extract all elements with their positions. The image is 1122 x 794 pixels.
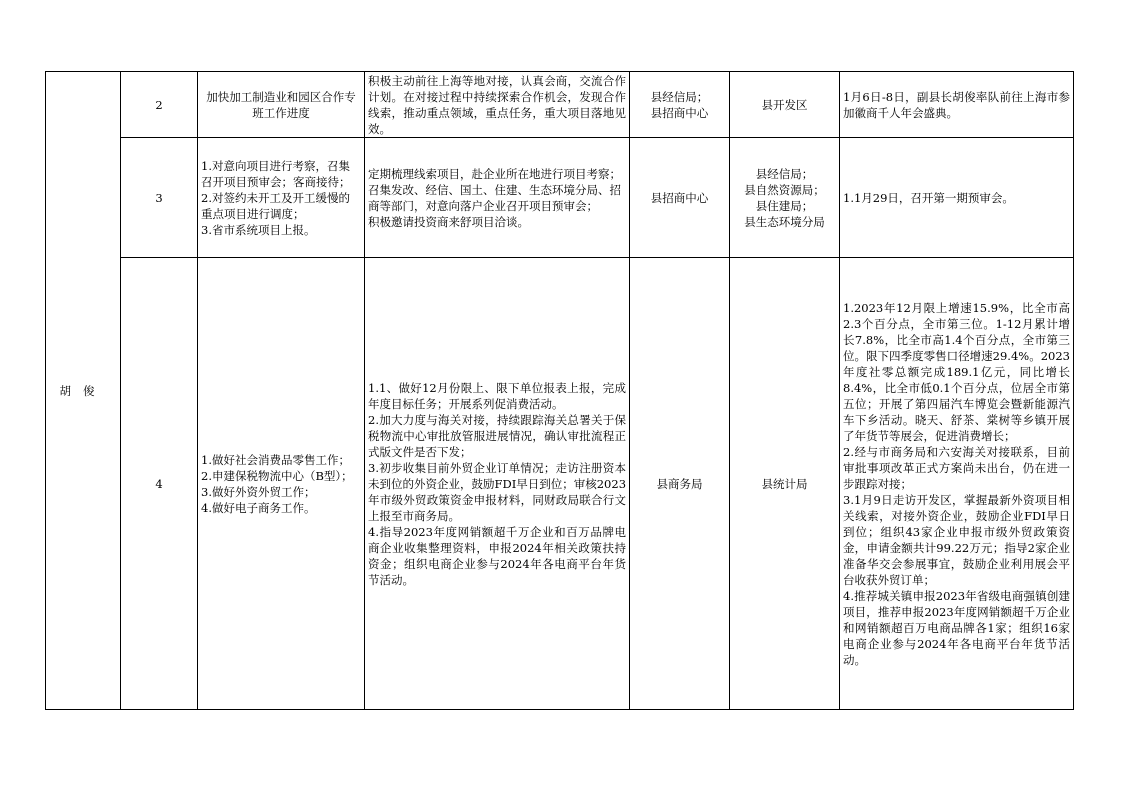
table-row: [46, 72, 1074, 138]
measures-cell: 1.1、做好12月份限上、限下单位报表上报，完成年度目标任务；开展系列促消费活动。 2.加大力度与海关对接，持续跟踪海关总署关于保税物流中心审批放管服进展情况，确认审批流程正式版文件是否下发； 3.初步收集目前外贸企业订单情况；走访注册资本未到位的外资企业，鼓励FDI早日到位；审核2023年市级外贸政策资金申报材料，同财政局联合行文上报至市商务局。 4.指导2023年度网销额超千万企业和百万品牌电商企业收集整理资料，申报2024年相关政策扶持资金；组织电商企业参与2024年各电商平台年货节活动。: [365, 258, 630, 710]
progress-cell: 1.1月29日，召开第一期预审会。: [840, 138, 1074, 258]
row-number: 2: [121, 72, 198, 138]
coop-dept-cell: 县开发区: [730, 72, 840, 138]
table-row: [46, 258, 1074, 710]
table-row: [46, 138, 1074, 258]
lead-dept-cell: 县商务局: [630, 258, 730, 710]
lead-dept-cell: 县经信局； 县招商中心: [630, 72, 730, 138]
measures-cell: 积极主动前往上海等地对接，认真会商，交流合作计划。在对接过程中持续探索合作机会，发现合作线索，推动重点领域，重点任务，重大项目落地见效。: [365, 72, 630, 138]
coop-dept-cell: 县统计局: [730, 258, 840, 710]
progress-cell: 1月6日-8日，副县长胡俊率队前往上海市参加徽商千人年会盛典。: [840, 72, 1074, 138]
lead-dept-cell: 县招商中心: [630, 138, 730, 258]
task-cell: 1.做好社会消费品零售工作； 2.申建保税物流中心（B型）； 3.做好外资外贸工作； 4.做好电子商务工作。: [198, 258, 365, 710]
owner-cell: 胡俊: [46, 72, 121, 710]
task-cell: 加快加工制造业和园区合作专班工作进度: [198, 72, 365, 138]
row-number: 4: [121, 258, 198, 710]
row-number: 3: [121, 138, 198, 258]
task-cell: 1.对意向项目进行考察，召集召开项目预审会；客商接待； 2.对签约未开工及开工缓慢的重点项目进行调度； 3.省市系统项目上报。: [198, 138, 365, 258]
measures-cell: 定期梳理线索项目，赴企业所在地进行项目考察； 召集发改、经信、国土、住建、生态环境分局、招商等部门，对意向落户企业召开项目预审会； 积极邀请投资商来舒项目洽谈。: [365, 138, 630, 258]
coop-dept-cell: 县经信局； 县自然资源局； 县住建局； 县生态环境分局: [730, 138, 840, 258]
work-table: [45, 71, 1074, 710]
progress-cell: 1.2023年12月限上增速15.9%，比全市高2.3个百分点，全市第三位。1-12月累计增长7.8%，比全市高1.4个百分点，全市第三位。限下四季度零售口径增速29.4%。2023年度社零总额完成189.1亿元，同比增长8.4%，比全市低0.1个百分点，位居全市第五位；开展了第四届汽车博览会暨新能源汽车下乡活动。晓天、舒茶、棠树等乡镇开展了年货节等展会，促进消费增长； 2.经与市商务局和六安海关对接联系，目前审批事项改革正式方案尚未出台，仍在进一步跟踪对接； 3.1月9日走访开发区，掌握最新外资项目相关线索，对接外资企业，鼓励企业FDI早日到位；组织43家企业申报市级外贸政策资金，申请金额共计99.22万元；指导2家企业准备华交会参展事宜，鼓励企业利用展会平台收获外贸订单； 4.推荐城关镇申报2023年省级电商强镇创建项目，推荐申报2023年度网销额超千万企业和网销额超百万电商品牌各1家；组织16家电商企业参与2024年各电商平台年货节活动。: [840, 258, 1074, 710]
